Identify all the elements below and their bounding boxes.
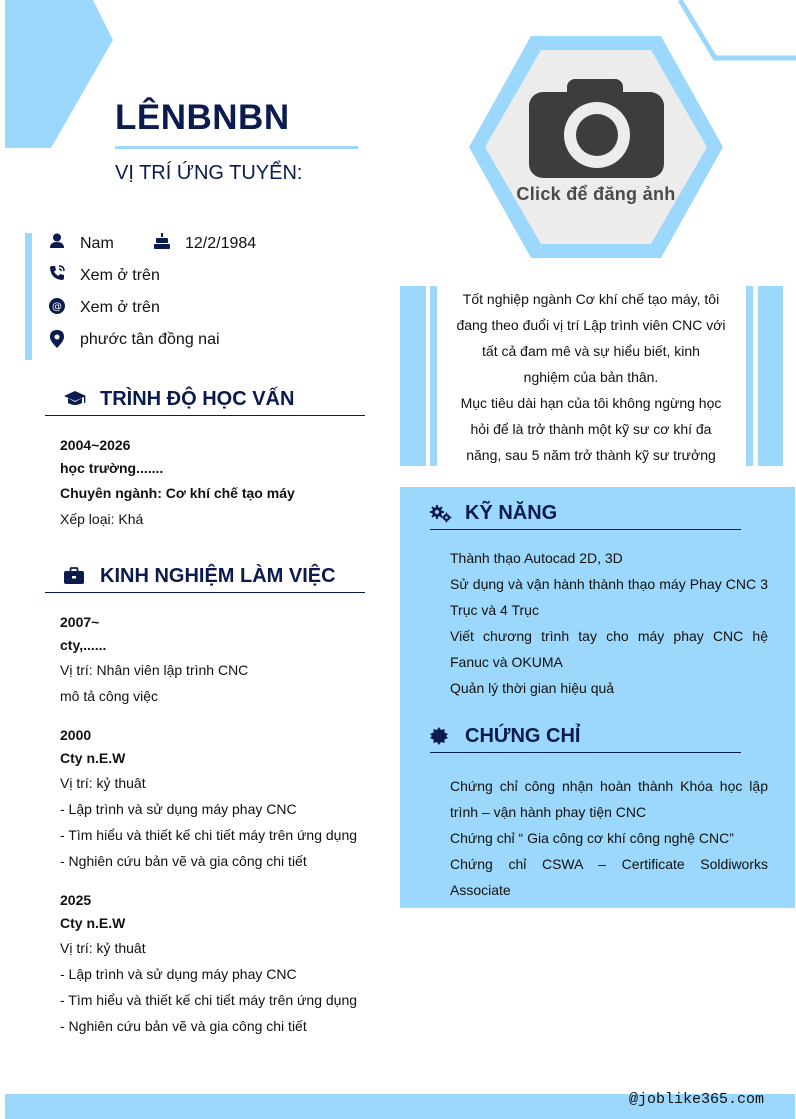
summary-line: tất cả đam mê và sự hiểu biết, kinh <box>482 343 700 359</box>
gender-value[interactable]: Nam <box>80 235 114 252</box>
corner-decoration <box>5 0 113 148</box>
at-icon <box>48 297 66 315</box>
education-rule <box>45 415 365 416</box>
user-icon <box>48 232 66 250</box>
job-detail[interactable]: mô tả công việc <box>60 688 159 704</box>
job-detail[interactable]: - Lập trình và sử dụng máy phay CNC <box>60 966 297 982</box>
summary-bar-left-inner <box>430 286 437 466</box>
skills-rule <box>430 529 741 530</box>
experience-title[interactable]: KINH NGHIỆM LÀM VIỆC <box>100 565 336 587</box>
skills-title[interactable]: KỸ NĂNG <box>465 502 558 524</box>
summary-line: Mục tiêu dài hạn của tôi không ngừng học <box>460 395 722 411</box>
photo-upload-caption[interactable]: Click để đăng ảnh <box>516 184 676 204</box>
job-year[interactable]: 2000 <box>60 727 92 743</box>
camera-icon <box>529 79 664 178</box>
position-label[interactable]: VỊ TRÍ ỨNG TUYỂN: <box>115 162 303 184</box>
job-year[interactable]: 2025 <box>60 892 92 908</box>
phone-value[interactable]: Xem ở trên <box>80 267 160 284</box>
job-detail[interactable]: - Lập trình và sử dụng máy phay CNC <box>60 801 297 817</box>
summary-line: đang theo đuổi vị trí Lập trình viên CNC với <box>456 317 726 333</box>
certificate-item[interactable]: Chứng chỉ CSWA – Certificate Soldiworks Associate <box>450 856 768 898</box>
certificates-rule <box>430 752 741 753</box>
career-summary[interactable] <box>455 286 727 468</box>
skill-item[interactable]: Quản lý thời gian hiệu quả <box>450 680 615 696</box>
location-pin-icon <box>48 330 66 348</box>
job-year[interactable]: 2007~ <box>60 614 100 630</box>
job-detail[interactable]: - Nghiên cứu bản vẽ và gia công chi tiết <box>60 1018 307 1034</box>
svg-text:@: @ <box>52 301 62 313</box>
email-value[interactable]: Xem ở trên <box>80 299 160 316</box>
education-grade[interactable]: Xếp loại: Khá <box>60 511 144 527</box>
job-company[interactable]: Cty n.E.W <box>60 750 126 766</box>
summary-line: nghiệm của bản thân. <box>523 369 659 385</box>
hexagon-frame <box>467 34 725 260</box>
job-detail[interactable]: - Tìm hiểu và thiết kế chi tiết máy trên ứng dụng <box>60 992 358 1008</box>
cake-icon <box>153 232 171 250</box>
birthday-value[interactable]: 12/2/1984 <box>185 235 257 252</box>
certificate-item[interactable]: Chứng chỉ công nhận hoàn thành Khóa học lập trình – vận hành phay tiện CNC <box>450 778 768 820</box>
skills-list <box>450 545 768 701</box>
website-link[interactable]: @joblike365.com <box>628 1091 764 1108</box>
graduation-cap-icon <box>64 390 86 413</box>
job-detail[interactable]: Vị trí: kỷ thuât <box>60 775 146 791</box>
summary-bar-right-inner <box>746 286 753 466</box>
certificates-list <box>450 773 768 903</box>
badge-icon <box>430 727 448 750</box>
skill-item[interactable]: Viết chương trình tay cho máy phay CNC hệ Fanuc và OKUMA <box>450 628 768 670</box>
photo-upload[interactable] <box>467 34 725 260</box>
summary-bar-left-outer <box>400 286 426 466</box>
job-detail[interactable]: Vị trí: Nhân viên lập trình CNC <box>60 662 249 678</box>
skill-item[interactable]: Sử dụng và vận hành thành thạo máy Phay CNC 3 Trục và 4 Trục <box>450 576 768 618</box>
experience-rule <box>45 592 365 593</box>
briefcase-icon <box>64 567 84 590</box>
gears-icon <box>430 505 452 528</box>
certificate-item[interactable]: Chứng chỉ “ Gia công cơ khí công nghệ CNC” <box>450 830 734 846</box>
contact-accent-bar <box>25 233 32 360</box>
job-detail[interactable]: Vị trí: kỷ thuât <box>60 940 146 956</box>
skill-item[interactable]: Thành thạo Autocad 2D, 3D <box>450 550 623 566</box>
summary-line: hỏi để là trở thành một kỹ sư cơ khí đa <box>470 421 712 437</box>
education-period[interactable]: 2004~2026 <box>60 437 131 453</box>
summary-bar-right-outer <box>758 286 783 466</box>
name-underline <box>115 146 358 149</box>
summary-line: năng, sau 5 năm trở thành kỹ sư trưởng <box>466 447 716 463</box>
job-company[interactable]: cty,...... <box>60 637 107 653</box>
education-major[interactable]: Chuyên ngành: Cơ khí chế tạo máy <box>60 485 295 501</box>
summary-line: Tốt nghiệp ngành Cơ khí chế tạo máy, tôi <box>462 291 720 307</box>
certificates-title[interactable]: CHỨNG CHỈ <box>465 725 581 747</box>
candidate-name[interactable]: LÊNBNBN <box>115 98 290 137</box>
job-company[interactable]: Cty n.E.W <box>60 915 126 931</box>
job-detail[interactable]: - Tìm hiểu và thiết kế chi tiết máy trên ứng dụng <box>60 827 358 843</box>
job-detail[interactable]: - Nghiên cứu bản vẽ và gia công chi tiết <box>60 853 307 869</box>
phone-icon <box>48 264 66 282</box>
education-title[interactable]: TRÌNH ĐỘ HỌC VẤN <box>100 388 295 410</box>
education-school[interactable]: học trường....... <box>60 460 164 476</box>
address-value[interactable]: phước tân đồng nai <box>80 331 220 348</box>
